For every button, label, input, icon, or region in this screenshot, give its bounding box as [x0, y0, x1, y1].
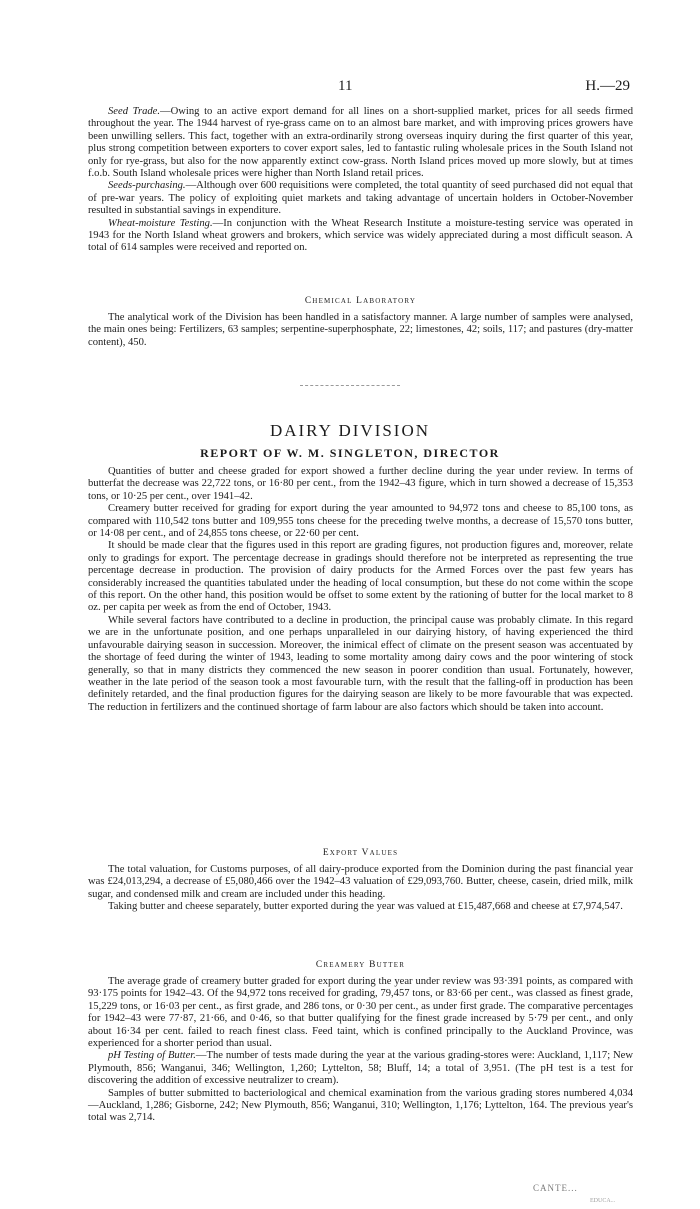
section-divider	[300, 385, 400, 386]
dairy-section	[88, 466, 633, 714]
wheat-moisture-text: —In conjunction with the Wheat Research Institute a moisture-testing service was operated in 1943 for the North Island wheat growers and brokers, which service was widely appreciated during a most difficult season. A total of 614 samples were received and reported on.	[88, 217, 634, 254]
seed-trade-heading: Seed Trade.	[108, 106, 161, 117]
wheat-moisture-paragraph	[88, 218, 633, 255]
dairy-paragraph-1: Quantities of butter and cheese graded for export showed a further decline during the year under review. In terms of butterfat the decrease was 22,722 tons, or 16·80 per cent., from the 1942–43 figure, which in turn showed a decrease of 15,353 tons, or 10·25 per cent., over 1941–42.	[88, 466, 633, 502]
ph-testing-text: —The number of tests made during the year at the various grading-stores were: Auckland, 1,117; New Plymouth, 856; Wanganui, 346; Wellington, 1,260; Lyttelton, 58; Bluff, 14; a total of 3,951. (The pH test is a test for discovering the addition of excessive neutralizer to cream).	[88, 1050, 633, 1087]
chemical-laboratory-section	[88, 296, 633, 349]
page-header	[0, 78, 700, 98]
dairy-division-title: DAIRY DIVISION	[269, 421, 431, 440]
ph-testing-paragraph	[88, 1050, 633, 1087]
library-stamp: CANTE...	[533, 1183, 578, 1193]
dairy-paragraph-2: Creamery butter received for grading for export during the year amounted to 94,972 tons and cheese to 85,100 tons, as compared with 110,542 tons butter and 109,955 tons cheese for the preceding twelve months, a decrease of 15,570 tons butter, or 14·08 per cent., and of 24,855 tons cheese, or 22·60 per cent.	[88, 503, 633, 540]
seed-trade-paragraph	[88, 106, 633, 180]
export-values-section	[88, 848, 633, 914]
export-values-paragraph-1: The total valuation, for Customs purposes, of all dairy-produce exported from the Dominion during the past financial year was £24,013,294, a decrease of £5,080,466 over the 1942–43 valuation of £29,093,760. Butter, cheese, casein, dried milk, milk sugar, and condensed milk and cream are included under this heading.	[88, 864, 633, 900]
export-values-heading: Export Values	[322, 848, 399, 858]
chemical-laboratory-paragraph: The analytical work of the Division has been handled in a satisfactory manner. A large number of samples were analysed, the main ones being: Fertilizers, 63 samples; serpentine-superphosphate, 22; limestones, 42; soils, 117; and pastures (dry-matter content), 450.	[88, 312, 633, 348]
creamery-butter-heading: Creamery Butter	[315, 960, 406, 970]
page-number: 11	[338, 78, 353, 94]
ph-testing-heading: pH Testing of Butter.	[108, 1050, 196, 1062]
samples-paragraph: Samples of butter submitted to bacteriological and chemical examination from the various grading stores numbered 4,034—Auckland, 1,286; Gisborne, 242; New Plymouth, 856; Wanganui, 310; Wellington, 1,176; Lyttelton, 164. The previous year's total was 2,714.	[88, 1087, 633, 1124]
library-stamp-line-2: EDUCA...	[590, 1198, 616, 1204]
seeds-purchasing-heading: Seeds-purchasing.	[108, 180, 186, 192]
dairy-paragraph-4: While several factors have contributed to a decline in production, the principal cause was probably climate. In this regard we are in the unfortunate position, and one perhaps unparalleled in our dairying history, of having experienced the third unfavourable dairying season in succession. Moreover, the inimical effect of climate on the present season was accentuated by the shortage of feed during the winter of 1943, leading to some mortality among dairy cows and the poor wintering of stock generally, so that in many districts they commenced the new season in poorer condition than usual. Fortunately, however, weather in the late period of the season took a most favourable turn, with the result that the falling-off in production has been definitely retarded, and the final production figures for the dairying season are likely to be more favourable that was expected. The reduction in fertilizers and the continued shortage of farm labour are also factors which should be taken into account.	[88, 614, 633, 713]
wheat-moisture-heading: Wheat-moisture Testing.	[108, 217, 213, 229]
dairy-paragraph-3: It should be made clear that the figures used in this report are grading figures, not production figures and, moreover, relate only to gradings for export. The percentage decrease in gradings should therefore not be interpreted as representing the true percentage decrease in production. The provision of dairy products for the Armed Forces over the past few years has considerably increased the quantities tabulated under the heading of local consumption, but these do not come within the scope of this report. On the other hand, this position would be offset to some extent by the rationing of butter for the local market to 8 oz. per capita per week as from the end of October, 1943.	[88, 540, 633, 614]
creamery-butter-paragraph: The average grade of creamery butter graded for export during the year under review was 93·391 points, as compared with 93·175 points for 1942–43. Of the 94,972 tons received for grading, 79,457 tons, or 83·66 per cent., was classed as finest grade, 15,229 tons, or 16·03 per cent., as first grade, and 286 tons, or 0·30 per cent., as under first grade. The comparative percentages for 1942–43 were 77·87, 21·66, and 0·46, so that butter qualifying for the finest grade increased by 5·79 per cent., and only about 16·34 per cent. failed to reach finest class. Feed taint, which is confined principally to the Auckland Province, was experienced for a shorter period than usual.	[88, 976, 633, 1050]
document-reference: H.—29	[585, 78, 630, 94]
seeds-purchasing-text: —Although over 600 requisitions were completed, the total quantity of seed purchased did not equal that of pre-war years. The policy of exploiting quiet markets and taking advantage of uncertain holders in October-November resulted in substantial savings in expenditure.	[88, 180, 633, 217]
seeds-purchasing-paragraph	[88, 180, 633, 217]
chemical-laboratory-heading: Chemical Laboratory	[304, 296, 417, 306]
report-title: REPORT OF W. M. SINGLETON, DIRECTOR	[200, 446, 500, 460]
export-values-paragraph-2: Taking butter and cheese separately, butter exported during the year was valued at £15,487,668 and cheese at £7,974,547.	[108, 901, 623, 913]
creamery-butter-section	[88, 960, 633, 1125]
seed-section	[88, 106, 633, 255]
seed-trade-text: —Owing to an active export demand for all lines on a short-supplied market, prices for all seeds firmed throughout the year. The 1944 harvest of rye-grass came on to an almost bare market, and with improving prices growers have been unwilling sellers. This fact, together with an extra-ordinarily strong overseas inquiry during the first quarter of this year, plus strong competition between exporters to cover export sales, led to fantastic ruling wholesale prices in the South Island not only for rye-grass, but also for the now apparently extinct cow-grass. North Island prices moved up more slowly, but at times f.o.b. South Island wholesale prices were higher than North Island retail prices.	[88, 106, 633, 180]
